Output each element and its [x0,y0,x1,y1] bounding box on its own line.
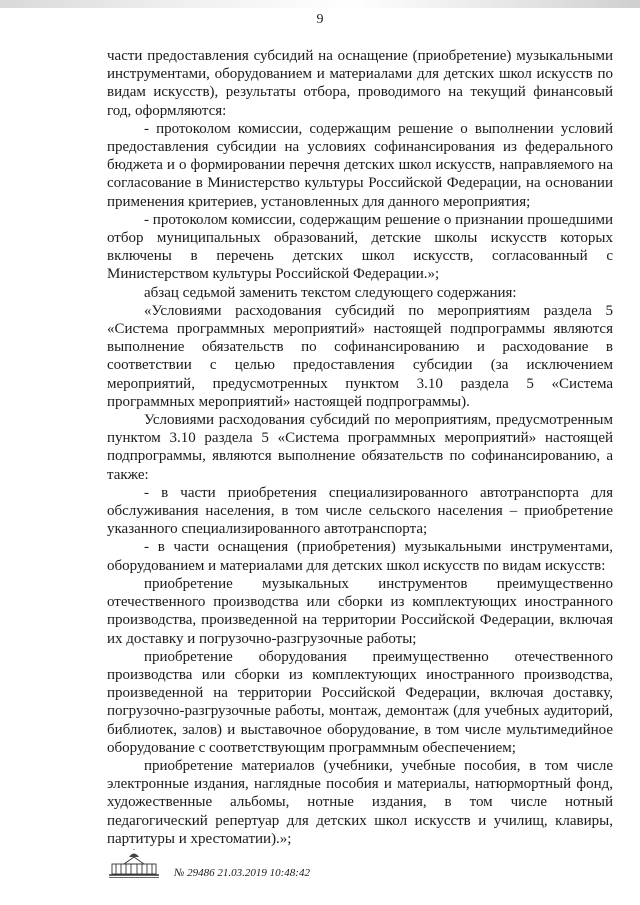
paragraph: «Условиями расходования субсидий по мероприятиям раздела 5 «Система программных мероприятий» настоящей подпрограммы являются выполнение обязательств по софинансированию и расходование в соответствии с целью предоставления субсидии (за исключением мероприятий, предусмотренных пунктом 3.10 раздела 5 «Система программных мероприятий» настоящей подпрограммы). [107,302,613,410]
paragraph: Условиями расходования субсидий по мероприятиям, предусмотренным пунктом 3.10 раздела 5 «Система программных мероприятий» настоящей подпрограммы, являются выполнение обязательств по софинансированию, а также: [107,412,613,483]
paragraph: - в части приобретения специализированного автотранспорта для обслуживания населения, в том числе сельского населения – приобретение указанного специализированного автотранспорта; [107,484,613,538]
document-reference: № 29486 21.03.2019 10:48:42 [174,867,310,879]
paragraph: приобретение материалов (учебники, учебные пособия, в том числе электронные издания, наглядные пособия и материалы, натюрмортный фонд, художественные альбомы, нотные издания, в том числе нотный педагогический репертуар для детских школ искусств и училищ, клавиры, партитуры и хрестоматии).»; [107,757,613,847]
paragraph: части предоставления субсидий на оснащение (приобретение) музыкальными инструментами, оборудованием и материалами для детских школ искусств по видам искусств), результаты отбора, проводимого на текущий финансовый год, оформляются: [107,48,613,119]
scan-edge [0,0,640,8]
paragraph: приобретение оборудования преимущественно отечественного производства или сборки из комплектующих иностранного производства, произведенной на территории Российской Федерации, включая доставку, погрузочно-разгрузочные работы, монтаж, демонтаж (для учебных аудиторий, библиотек, залов) и выставочное оборудование, в том числе мультимедийное оборудование с соответствующим программным обеспечением; [107,648,613,756]
paragraph: - протоколом комиссии, содержащим решение о признании прошедшими отбор муниципальных образований, детские школы искусств которых включены в перечень детских школ искусств, согласованный с Министерством культуры Российской Федерации.»; [107,211,613,283]
paragraph: приобретение музыкальных инструментов преимущественно отечественного производства или сборки из комплектующих иностранного производства, произведенной на территории Российской Федерации, включая их доставку и погрузочно-разгрузочные работы; [107,575,613,647]
paragraph: - в части оснащения (приобретения) музыкальными инструментами, оборудованием и материалами для детских школ искусств по видам искусств: [107,539,613,574]
building-emblem-icon [106,849,162,879]
paragraph: - протоколом комиссии, содержащим решение о выполнении условий предоставления субсидии на условиях софинансирования из федерального бюджета и о формировании перечня детских школ искусств, направляемого на согласование в Министерство культуры Российской Федерации, на основании применения критериев, установленных для данного мероприятия; [107,120,613,210]
paragraph: абзац седьмой заменить текстом следующего содержания: [144,284,517,301]
document-body [107,47,613,848]
page-number: 9 [316,12,324,27]
